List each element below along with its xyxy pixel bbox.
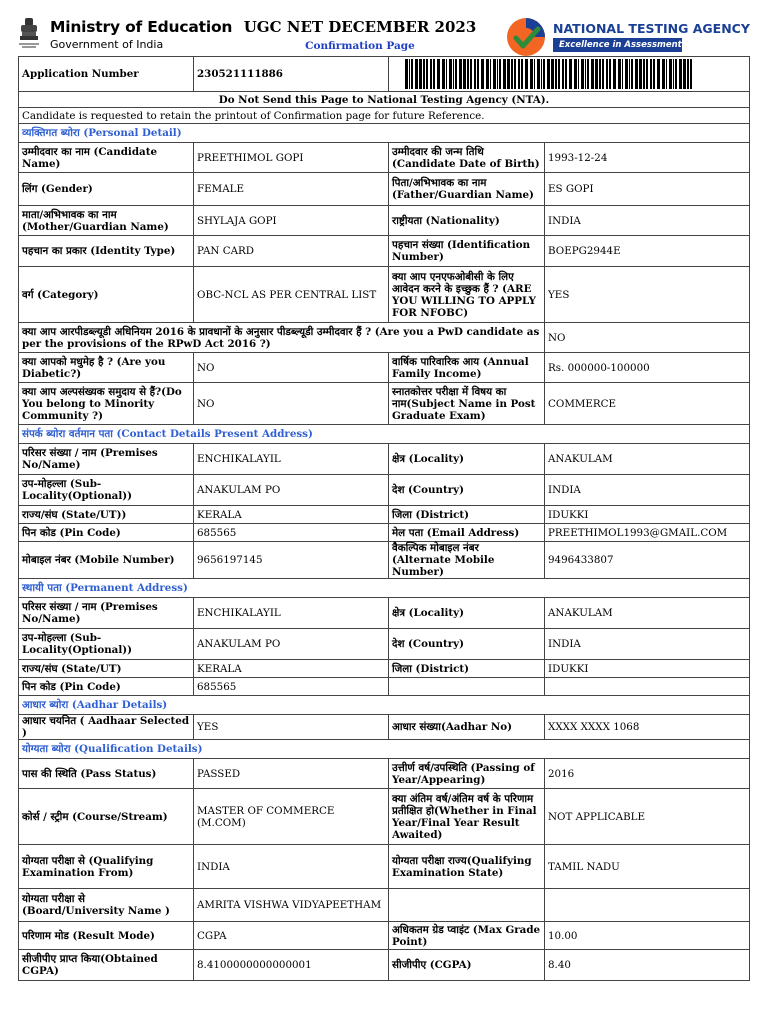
permanent-sublocality: ANAKULAM PO xyxy=(194,629,389,660)
qualifying-state-label: योग्यता परीक्षा राज्य(Qualifying Examination State) xyxy=(389,845,545,889)
contact-country: INDIA xyxy=(545,475,750,506)
contact-premises: ENCHIKALAYIL xyxy=(194,444,389,475)
category-label: वर्ग (Category) xyxy=(19,267,194,323)
candidate-name-label: उम्मीदवार का नाम (Candidate Name) xyxy=(19,143,194,173)
agency-tagline: Excellence in Assessment xyxy=(553,38,682,52)
course: MASTER OF COMMERCE (M.COM) xyxy=(194,789,389,845)
permanent-pin-label: पिन कोड (Pin Code) xyxy=(19,678,194,696)
section-personal: व्यक्तिगत ब्योरा (Personal Detail) xyxy=(19,124,750,143)
email: PREETHIMOL1993@GMAIL.COM xyxy=(545,524,750,542)
permanent-state: KERALA xyxy=(194,660,389,678)
government-subtitle: Government of India xyxy=(50,38,164,51)
agency-title: NATIONAL TESTING AGENCY xyxy=(553,21,750,36)
empty-cell xyxy=(389,678,545,696)
course-label: कोर्स / स्ट्रीम (Course/Stream) xyxy=(19,789,194,845)
alt-mobile-label: वैकल्पिक मोबाइल नंबर (Alternate Mobile Number) xyxy=(389,542,545,579)
contact-locality-label: क्षेत्र (Locality) xyxy=(389,444,545,475)
passing-year-label: उत्तीर्ण वर्ष/उपस्थिति (Passing of Year/Appearing) xyxy=(389,759,545,789)
pass-status-label: पास की स्थिति (Pass Status) xyxy=(19,759,194,789)
mother-name-label: माता/अभिभावक का नाम (Mother/Guardian Name) xyxy=(19,206,194,236)
nta-header xyxy=(505,14,760,56)
permanent-premises-label: परिसर संख्या / नाम (Premises No/Name) xyxy=(19,598,194,629)
permanent-state-label: राज्य/संघ (State/UT) xyxy=(19,660,194,678)
permanent-sublocality-label: उप-मोहल्ला (Sub-Locality(Optional)) xyxy=(19,629,194,660)
mobile: 9656197145 xyxy=(194,542,389,579)
identification-number-label: पहचान संख्या (Identification Number) xyxy=(389,236,545,267)
minority: NO xyxy=(194,383,389,425)
barcode-icon xyxy=(403,59,695,89)
section-contact: संपर्क ब्योरा वर्तमान पता (Contact Details Present Address) xyxy=(19,425,750,444)
passing-year: 2016 xyxy=(545,759,750,789)
mother-name: SHYLAJA GOPI xyxy=(194,206,389,236)
permanent-premises: ENCHIKALAYIL xyxy=(194,598,389,629)
contact-district: IDUKKI xyxy=(545,506,750,524)
result-mode: CGPA xyxy=(194,922,389,950)
father-name-label: पिता/अभिभावक का नाम (Father/Guardian Name) xyxy=(389,173,545,206)
ministry-title: Ministry of Education xyxy=(50,18,233,36)
qualifying-from: INDIA xyxy=(194,845,389,889)
max-grade: 10.00 xyxy=(545,922,750,950)
max-grade-label: अधिकतम ग्रेड प्वाइंट (Max Grade Point) xyxy=(389,922,545,950)
candidate-name: PREETHIMOL GOPI xyxy=(194,143,389,173)
ministry-header xyxy=(12,14,233,54)
section-qualification: योग्यता ब्योरा (Qualification Details) xyxy=(19,740,750,759)
board: AMRITA VISHWA VIDYAPEETHAM xyxy=(194,889,389,922)
permanent-district: IDUKKI xyxy=(545,660,750,678)
alt-mobile: 9496433807 xyxy=(545,542,750,579)
contact-locality: ANAKULAM xyxy=(545,444,750,475)
cgpa: 8.40 xyxy=(545,950,750,981)
contact-pin: 685565 xyxy=(194,524,389,542)
nfobc-label: क्या आप एनएफओबीसी के लिए आवेदन करने के इच्छुक हैं ? (ARE YOU WILLING TO APPLY FOR NFOBC) xyxy=(389,267,545,323)
pwd-label: क्या आप आरपीडब्ल्यूडी अधिनियम 2016 के प्रावधानों के अनुसार पीडब्ल्यूडी उम्मीदवार हैं ? (Are you a PwD candidate as per the provisions of the RPwD Act 2016 ?) xyxy=(19,323,545,353)
obtained-cgpa: 8.4100000000000001 xyxy=(194,950,389,981)
section-aadhar: आधार ब्योरा (Aadhar Details) xyxy=(19,696,750,715)
permanent-district-label: जिला (District) xyxy=(389,660,545,678)
identity-type-label: पहचान का प्रकार (Identity Type) xyxy=(19,236,194,267)
income: Rs. 000000-100000 xyxy=(545,353,750,383)
empty-cell xyxy=(389,889,545,922)
aadhar-number: XXXX XXXX 1068 xyxy=(545,715,750,740)
board-label: योग्यता परीक्षा से (Board/University Name ) xyxy=(19,889,194,922)
nationality-label: राष्ट्रीयता (Nationality) xyxy=(389,206,545,236)
identity-type: PAN CARD xyxy=(194,236,389,267)
nfobc: YES xyxy=(545,267,750,323)
exam-header xyxy=(240,18,480,52)
contact-country-label: देश (Country) xyxy=(389,475,545,506)
aadhar-number-label: आधार संख्या(Aadhar No) xyxy=(389,715,545,740)
mobile-label: मोबाइल नंबर (Mobile Number) xyxy=(19,542,194,579)
email-label: मेल पता (Email Address) xyxy=(389,524,545,542)
pwd: NO xyxy=(545,323,750,353)
contact-pin-label: पिन कोड (Pin Code) xyxy=(19,524,194,542)
national-emblem-icon xyxy=(16,16,42,50)
application-row xyxy=(19,57,750,92)
application-number-label: Application Number xyxy=(19,57,194,92)
qualifying-state: TAMIL NADU xyxy=(545,845,750,889)
permanent-locality: ANAKULAM xyxy=(545,598,750,629)
empty-cell xyxy=(545,889,750,922)
aadhaar-selected-label: आधार चयनित ( Aadhaar Selected ) xyxy=(19,715,194,740)
obtained-cgpa-label: सीजीपीए प्राप्त किया(Obtained CGPA) xyxy=(19,950,194,981)
final-year-label: क्या अंतिम वर्ष/अंतिम वर्ष के परिणाम प्रतीक्षित हो(Whether in Final Year/Final Year Result Awaited) xyxy=(389,789,545,845)
dob: 1993-12-24 xyxy=(545,143,750,173)
permanent-country-label: देश (Country) xyxy=(389,629,545,660)
nationality: INDIA xyxy=(545,206,750,236)
income-label: वार्षिक पारिवारिक आय (Annual Family Income) xyxy=(389,353,545,383)
nta-logo-icon xyxy=(505,16,547,58)
contact-state: KERALA xyxy=(194,506,389,524)
permanent-country: INDIA xyxy=(545,629,750,660)
identification-number: BOEPG2944E xyxy=(545,236,750,267)
exam-title: UGC NET DECEMBER 2023 xyxy=(243,18,477,36)
contact-district-label: जिला (District) xyxy=(389,506,545,524)
contact-sublocality-label: उप-मोहल्ला (Sub-Locality(Optional)) xyxy=(19,475,194,506)
aadhaar-selected: YES xyxy=(194,715,389,740)
gender: FEMALE xyxy=(194,173,389,206)
diabetic: NO xyxy=(194,353,389,383)
diabetic-label: क्या आपको मधुमेह है ? (Are you Diabetic?) xyxy=(19,353,194,383)
page-title: Confirmation Page xyxy=(305,40,415,52)
permanent-pin: 685565 xyxy=(194,678,389,696)
pass-status: PASSED xyxy=(194,759,389,789)
father-name: ES GOPI xyxy=(545,173,750,206)
gender-label: लिंग (Gender) xyxy=(19,173,194,206)
section-permanent: स्थायी पता (Permanent Address) xyxy=(19,579,750,598)
pg-subject: COMMERCE xyxy=(545,383,750,425)
minority-label: क्या आप अल्पसंख्यक समुदाय से हैं?(Do You belong to Minority Community ?) xyxy=(19,383,194,425)
application-number: 230521111886 xyxy=(194,57,389,92)
qualifying-from-label: योग्यता परीक्षा से (Qualifying Examination From) xyxy=(19,845,194,889)
contact-premises-label: परिसर संख्या / नाम (Premises No/Name) xyxy=(19,444,194,475)
category: OBC-NCL AS PER CENTRAL LIST xyxy=(194,267,389,323)
result-mode-label: परिणाम मोड (Result Mode) xyxy=(19,922,194,950)
permanent-locality-label: क्षेत्र (Locality) xyxy=(389,598,545,629)
empty-cell xyxy=(545,678,750,696)
contact-sublocality: ANAKULAM PO xyxy=(194,475,389,506)
dob-label: उम्मीदवार की जन्म तिथि (Candidate Date of Birth) xyxy=(389,143,545,173)
cgpa-label: सीजीपीए (CGPA) xyxy=(389,950,545,981)
pg-subject-label: स्नातकोत्तर परीक्षा में विषय का नाम(Subject Name in Post Graduate Exam) xyxy=(389,383,545,425)
notice-text: Do Not Send this Page to National Testing Agency (NTA). xyxy=(19,92,750,108)
final-year: NOT APPLICABLE xyxy=(545,789,750,845)
confirmation-table xyxy=(18,56,750,981)
instruction-text: Candidate is requested to retain the printout of Confirmation page for future Reference. xyxy=(19,108,750,124)
contact-state-label: राज्य/संघ (State/UT)) xyxy=(19,506,194,524)
